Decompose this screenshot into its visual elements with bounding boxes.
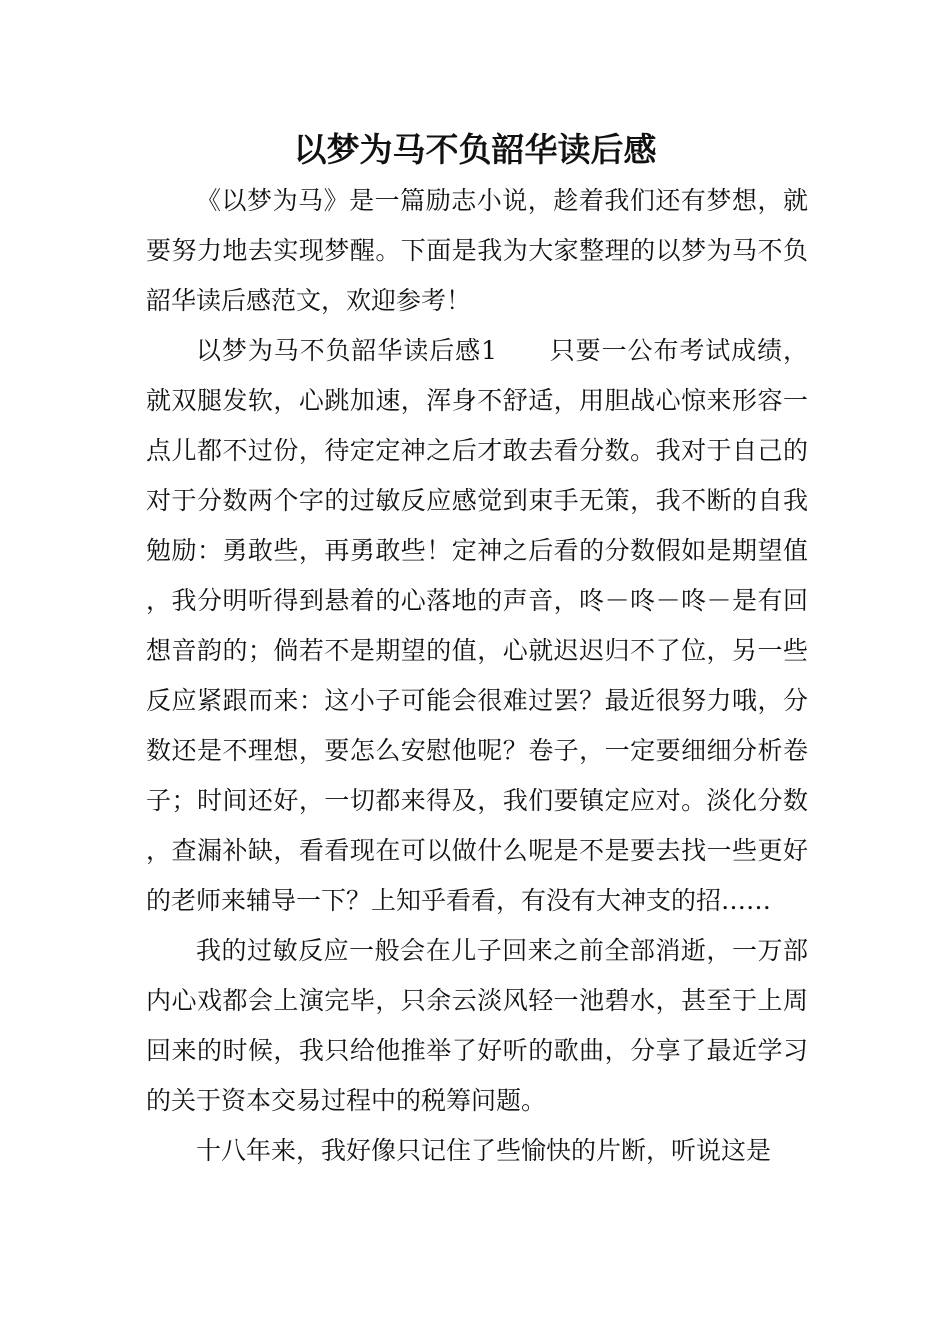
- paragraph-intro: 《以梦为马》是一篇励志小说，趁着我们还有梦想，就要努力地去实现梦醒。下面是我为大家整理的以梦为马不负韶华读后感范文，欢迎参考！: [146, 186, 808, 315]
- document-title: 以梦为马不负韶华读后感: [293, 130, 657, 169]
- paragraph-eighteen-years: 十八年来，我好像只记住了些愉快的片断，听说这是: [196, 1136, 772, 1165]
- paragraph-essay-1: 以梦为马不负韶华读后感1 只要一公布考试成绩，就双腿发软，心跳加速，浑身不舒适，用胆战心惊来形容一点儿都不过份，待定定神之后才敢去看分数。我对于自己的对于分数两个字的过敏反应感觉到束手无策，我不断的自我勉励：勇敢些，再勇敢些！定神之后看的分数假如是期望值，我分明听得到悬着的心落地的声音，咚－咚－咚－是有回想音韵的；倘若不是期望的值，心就迟迟归不了位，另一些反应紧跟而来：这小子可能会很难过罢？最近很努力哦，分数还是不理想，要怎么安慰他呢？卷子，一定要细细分析卷子；时间还好，一切都来得及，我们要镇定应对。淡化分数，查漏补缺，看看现在可以做什么呢是不是要去找一些更好的老师来辅导一下？上知乎看看，有没有大神支的招……: [146, 336, 808, 915]
- paragraph-allergy-reaction: 我的过敏反应一般会在儿子回来之前全部消逝，一万部内心戏都会上演完毕，只余云淡风轻一池碧水，甚至于上周回来的时候，我只给他推举了好听的歌曲，分享了最近学习的关于资本交易过程中的税筹问题。: [146, 936, 808, 1115]
- document-body: [146, 176, 808, 1176]
